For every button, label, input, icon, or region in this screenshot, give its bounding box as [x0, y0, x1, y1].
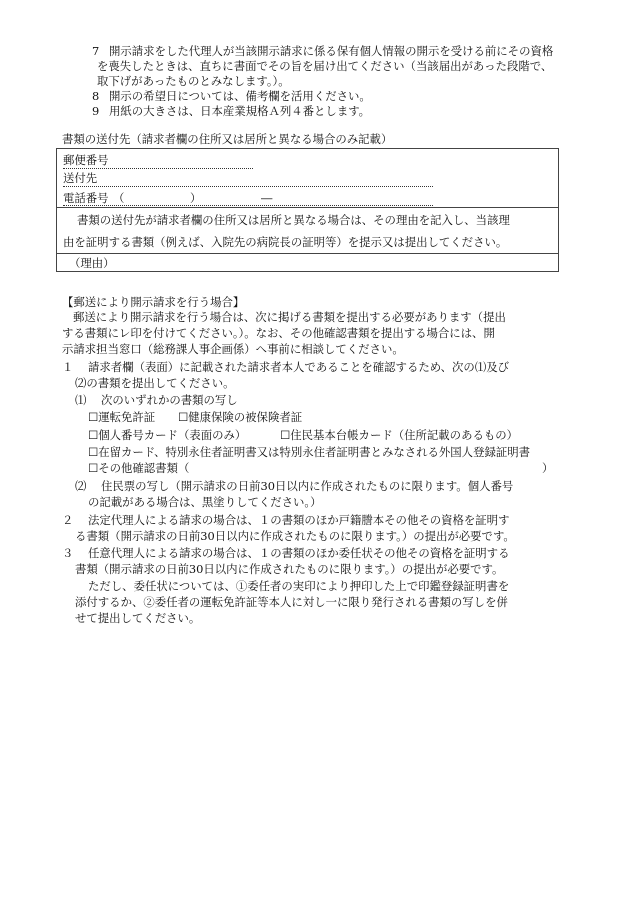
postal-code-field[interactable]: [63, 168, 253, 169]
sub-2-number: ⑵: [75, 479, 87, 493]
item-3-number: ３: [62, 546, 74, 560]
checkbox-residence-card[interactable]: ☐在留カード、特別永住者証明書又は特別永住者証明書とみなされる外国人登録証明書: [88, 445, 531, 459]
checkbox-my-number-card[interactable]: ☐個人番号カード（表面のみ）: [88, 428, 247, 442]
phone-field[interactable]: [63, 205, 433, 206]
sendto-explain-line-1: 書類の送付先が請求者欄の住所又は居所と異なる場合は、その理由を記入し、当該理: [77, 213, 510, 227]
phone-label: 電話番号: [63, 191, 109, 205]
checkbox-resident-card[interactable]: ☐住民基本台帳カード（住所記載のあるもの）: [280, 428, 519, 442]
note-9-line-1: 用紙の大きさは、日本産業規格Ａ列４番とします。: [109, 104, 371, 118]
reason-label[interactable]: （理由）: [69, 256, 115, 270]
item-2-line-2: る書類（開示請求の日前30日以内に作成されたものに限ります。）の提出が必要です。: [75, 529, 515, 543]
note-7-line-1: 開示請求をした代理人が当該開示請求に係る保有個人情報の開示を受ける前にその資格: [109, 44, 554, 58]
mail-heading: 【郵送により開示請求を行う場合】: [62, 295, 245, 309]
phone-dash: ―: [261, 191, 273, 205]
item-1-number: １: [62, 360, 74, 374]
mail-intro-line-1: 郵送により開示請求を行う場合は、次に掲げる書類を提出する必要があります（提出: [73, 310, 506, 324]
note-7-line-3: 取下げがあったものとみなします。）。: [97, 74, 290, 88]
checkbox-other-docs[interactable]: ☐その他確認書類（: [88, 461, 190, 475]
sub-1-text: 次のいずれかの書類の写し: [101, 393, 238, 407]
note-7-number: 7: [92, 44, 100, 58]
sub-2-line-2: の記載がある場合は、黒塗りしてください。）: [88, 495, 322, 509]
note-9-number: 9: [92, 104, 100, 118]
mail-intro-line-2: する書類にレ印を付けてください。）。なお、その他確認書類を提出する場合には、開: [62, 326, 495, 340]
address-field[interactable]: [63, 186, 433, 187]
mail-intro-line-3: 示請求担当窓口（総務課人事企画係）へ事前に相談してください。: [62, 342, 404, 356]
phone-close-paren: ）: [190, 191, 202, 205]
postal-code-label: 郵便番号: [63, 153, 109, 167]
checkbox-health-insurance[interactable]: ☐健康保険の被保険者証: [178, 410, 303, 424]
sendto-box: [56, 148, 559, 272]
sendto-explain-line-2: 由を証明する書類（例えば、入院先の病院長の証明等）を提示又は提出してください。: [63, 235, 508, 249]
box-divider-1: [57, 207, 558, 208]
item-2-line-1: 法定代理人による請求の場合は、１の書類のほか戸籍謄本その他その資格を証明す: [88, 513, 510, 527]
address-label: 送付先: [63, 171, 98, 185]
note-8-line-1: 開示の希望日については、備考欄を活用ください。: [109, 89, 371, 103]
note-8-number: 8: [92, 89, 100, 103]
note-7-line-2: を喪失したときは、直ちに書面でその旨を届け出てください（当該届出があった段階で、: [97, 59, 553, 73]
proviso-line-3: せて提出してください。: [75, 611, 201, 625]
box-divider-2: [57, 253, 558, 254]
proviso-line-1: ただし、委任状については、①委任者の実印により押印した上で印鑑登録証明書を: [88, 579, 510, 593]
item-3-line-2: 書類（開示請求の日前30日以内に作成されたものに限ります。）の提出が必要です。: [75, 562, 504, 576]
item-2-number: ２: [62, 513, 74, 527]
other-docs-close-paren: ）: [542, 461, 554, 475]
sendto-heading: 書類の送付先（請求者欄の住所又は居所と異なる場合のみ記載）: [62, 132, 393, 146]
checkbox-drivers-license[interactable]: ☐運転免許証: [88, 410, 156, 424]
proviso-line-2: 添付するか、②委任者の運転免許証等本人に対し一に限り発行される書類の写しを併: [75, 595, 508, 609]
sub-1-number: ⑴: [75, 393, 87, 407]
phone-open-paren: （: [113, 191, 125, 205]
item-1-line-2: ⑵の書類を提出してください。: [75, 376, 235, 390]
sub-2-line-1: 住民票の写し（開示請求の日前30日以内に作成されたものに限ります。個人番号: [101, 479, 514, 493]
item-1-line-1: 請求者欄（表面）に記載された請求者本人であることを確認するため、次の⑴及び: [88, 360, 509, 374]
item-3-line-1: 任意代理人による請求の場合は、１の書類のほか委任状その他その資格を証明する: [88, 546, 510, 560]
